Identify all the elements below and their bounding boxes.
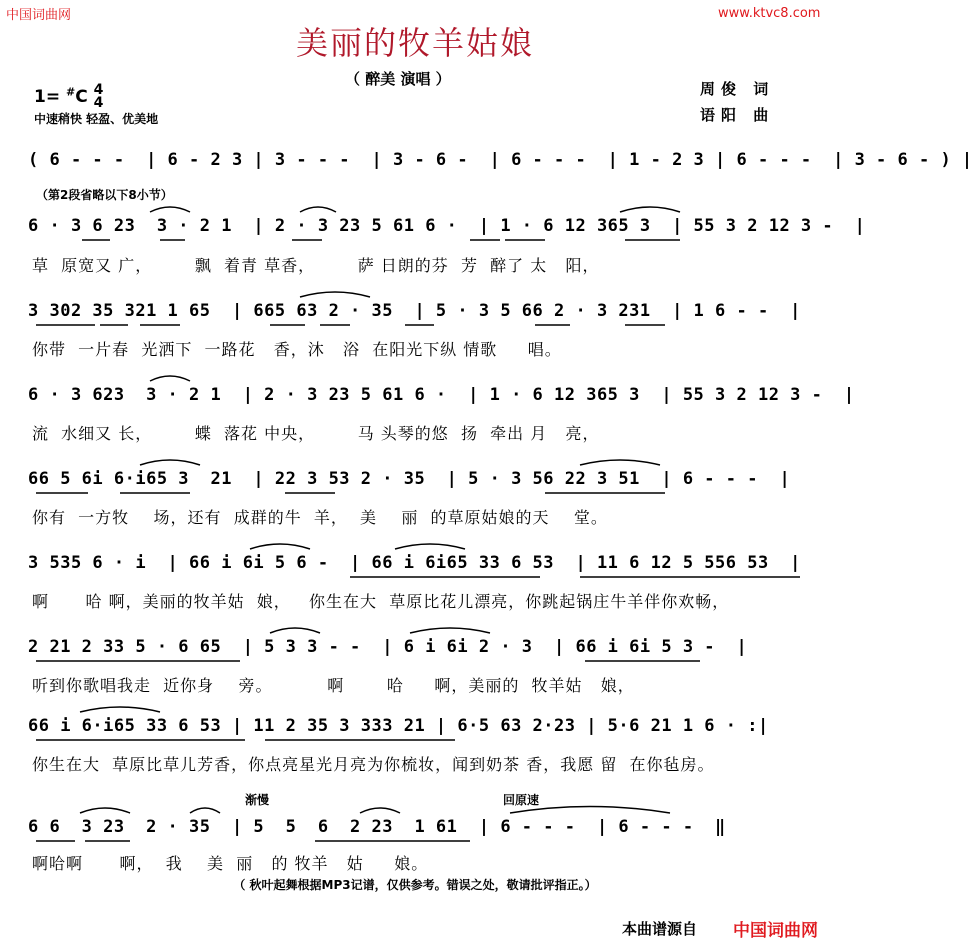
score-line-6: 3 535 6 · i | 66 i 6i 5 6 - | 66 i 6i65 33 6 53 | 11 6 12 5 556 53 | <box>28 553 801 573</box>
slur <box>410 628 490 633</box>
slur <box>190 808 220 813</box>
singer-line: （ 醉美 演唱 ） <box>345 70 451 88</box>
key-note: C <box>75 87 88 107</box>
lyricist-credit: 周俊 词 <box>700 80 775 98</box>
score-line-9: 6 6 3 23 2 · 35 | 5 5 6 2 23 1 61 | 6 - - - | 6 - - - ‖ <box>28 817 726 837</box>
slur <box>510 807 670 814</box>
slur <box>140 460 200 465</box>
score-line-8: 66 i 6·i65 33 6 53 | 11 2 35 3 333 21 | 6·5 63 2·23 | 5·6 21 1 6 · :| <box>28 716 769 736</box>
lyric-line-7: 听到你歌唱我走 近你身 旁。 啊 哈 啊，美丽的 牧羊姑 娘， <box>32 676 635 695</box>
slur <box>395 544 465 549</box>
score-line-7: 2 21 2 33 5 · 6 65 | 5 3 3 - - | 6 i 6i 2 · 3 | 66 i 6i 5 3 - | <box>28 637 748 657</box>
slur <box>620 207 680 212</box>
slur <box>250 544 310 549</box>
watermark-left: 中国词曲网 <box>6 8 72 23</box>
time-bottom: 4 <box>93 95 104 111</box>
tempo-slow-mark: 渐慢 <box>245 793 270 807</box>
lyric-line-9: 啊哈啊 啊， 我 美 丽 的 牧羊 姑 娘。 <box>32 854 429 873</box>
slur <box>150 207 190 212</box>
watermark-right: www.ktvc8.com <box>718 6 821 21</box>
slur <box>150 376 190 381</box>
slur <box>300 207 336 212</box>
second-verse-note: （第2段省略以下8小节） <box>36 188 173 202</box>
lyric-line-3: 你带 一片春 光洒下 一路花 香，沐 浴 在阳光下纵 情歌 唱。 <box>32 340 562 359</box>
song-title: 美丽的牧羊姑娘 <box>295 24 534 62</box>
key-label: 1= <box>34 87 66 107</box>
slur <box>270 628 320 633</box>
key-sharp: # <box>66 85 76 99</box>
lyric-line-4: 流 水细又 长， 蝶 落花 中央， 马 头琴的悠 扬 牵出 月 亮， <box>32 424 600 443</box>
slur <box>580 460 660 465</box>
tempo-resume-mark: 回原速 <box>503 793 540 807</box>
lyric-line-8: 你生在大 草原比草儿芳香，你点亮星光月亮为你梳妆，闻到奶茶 香，我愿 留 在你毡房。 <box>32 755 715 774</box>
score-line-2: 6 · 3 6 23 3 · 2 1 | 2 · 3 23 5 61 6 · | 1 · 6 12 365 3 | 55 3 2 12 3 - | <box>28 216 866 236</box>
composer-credit: 语阳 曲 <box>700 106 775 124</box>
time-top: 4 <box>93 82 104 98</box>
slur <box>80 707 160 712</box>
score-line-1: ( 6 - - - | 6 - 2 3 | 3 - - - | 3 - 6 - | 6 - - - | 1 - 2 3 | 6 - - - | 3 - 6 - ) | <box>28 150 973 170</box>
footer-note: （ 秋叶起舞根据MP3记谱，仅供参考。错误之处，敬请批评指正。） <box>233 878 597 892</box>
score-line-4: 6 · 3 623 3 · 2 1 | 2 · 3 23 5 61 6 · | 1 · 6 12 365 3 | 55 3 2 12 3 - | <box>28 385 855 405</box>
slur <box>360 808 400 813</box>
source-label: 本曲谱源自 <box>622 920 698 938</box>
tempo-marking: 中速稍快 轻盈、优美地 <box>34 112 159 126</box>
lyric-line-2: 草 原宽又 广， 飘 着青 草香， 萨 日朗的芬 芳 醉了 太 阳， <box>32 256 600 275</box>
score-line-5: 66 5 6i 6·i65 3 21 | 22 3 53 2 · 35 | 5 · 3 56 22 3 51 | 6 - - - | <box>28 469 791 489</box>
score-line-3: 3 302 35 321 1 65 | 665 63 2 · 35 | 5 · 3 5 66 2 · 3 231 | 1 6 - - | <box>28 301 801 321</box>
slur <box>80 808 130 813</box>
slur <box>300 292 370 297</box>
source-site: 中国词曲网 <box>733 921 818 941</box>
lyric-line-6: 啊 哈 啊，美丽的牧羊姑 娘， 你生在大 草原比花儿漂亮，你跳起锅庄牛羊伴你欢畅， <box>32 592 730 611</box>
lyric-line-5: 你有 一方牧 场，还有 成群的牛 羊， 美 丽 的草原姑娘的天 堂。 <box>32 508 608 527</box>
